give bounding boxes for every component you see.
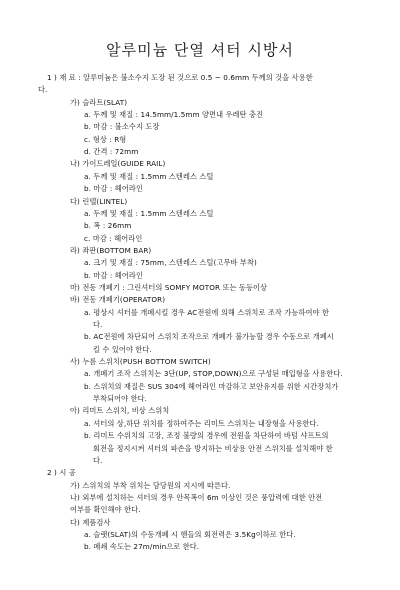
body-line: 라) 좌판(BOTTOM BAR) bbox=[70, 245, 152, 255]
body-line: 2 ) 시 공 bbox=[47, 468, 76, 478]
body-line: a. 두께 및 재질 : 1.5mm 스텐레스 스틸 bbox=[84, 208, 214, 218]
body-line: a. 개폐기 조작 스위치는 3단(UP, STOP,DOWN)으로 구성된 매입형을 사용한다. bbox=[84, 369, 343, 379]
body-line: a. 두께 및 재질 : 14.5mm/1.5mm 양면내 우레탄 충진 bbox=[84, 110, 264, 119]
body-line: a. 평상시 셔터를 개폐시킬 경우 AC전원에 의해 스위치로 조작 가능하여야 한 bbox=[84, 307, 329, 317]
body-line: 아) 리미트 스위치, 비상 스위치 bbox=[70, 406, 170, 416]
body-line: 가) 스위치의 부착 위치는 담당원의 지시에 따른다. bbox=[70, 480, 231, 490]
body-line: d. 간격 : 72mm bbox=[84, 147, 139, 157]
body-line: 다. bbox=[93, 455, 103, 465]
body-line: b. 폭 : 26mm bbox=[84, 221, 132, 231]
body-line: b. 리미트 수위치의 고장, 조정 불량의 경우에 전원을 차단하여 바텀 샤프트의 bbox=[84, 431, 329, 441]
body-line: 나) 가이드레일(GUIDE RAIL) bbox=[70, 159, 166, 169]
body-line: 다. bbox=[38, 85, 48, 95]
body-line: a. 셔터의 상,하단 위치를 정하여주는 리미트 스위치는 내장형을 사용한다. bbox=[84, 418, 319, 428]
body-line: 부착되어야 한다. bbox=[93, 394, 148, 404]
body-line: b. 마감 : 불소수지 도장 bbox=[84, 122, 160, 132]
body-line: b. 마감 : 헤어라인 bbox=[84, 184, 143, 194]
body-line: b. 마감 : 헤어라인 bbox=[84, 270, 143, 280]
body-line: a. 슬랫(SLAT)의 수동개폐 시 핸들의 회전력은 3.5Kg이하로 한다. bbox=[84, 530, 296, 539]
body-line: 사) 누름 스위치(PUSH BOTTOM SWITCH) bbox=[70, 357, 211, 367]
body-line: a. 크기 및 재질 : 75mm, 스텐레스 스틸(고무바 부착) bbox=[84, 258, 257, 268]
body-line: 마) 전동 개폐기 : 그린셔터의 SOMFY MOTOR 또는 동등이상 bbox=[70, 282, 268, 292]
body-line: 다) 제품검사 bbox=[70, 517, 111, 527]
body-line: 바) 전동 개폐기(OPERATOR) bbox=[70, 295, 166, 305]
body-line: a. 두께 및 재질 : 1.5mm 스텐레스 스틸 bbox=[84, 171, 214, 181]
body-line: b. AC전원에 차단되어 스위치 조작으로 개폐가 불가능할 경우 수동으로 개폐시 bbox=[84, 332, 334, 342]
body-line: 다. bbox=[93, 320, 103, 329]
body-line: c. 형상 : R형 bbox=[84, 134, 127, 144]
body-line: 나) 외부에 설치하는 셔터의 경우 안목폭이 6m 이상인 것은 풍압력에 대한 안전 bbox=[70, 492, 323, 502]
document-title: 알루미늄 단열 셔터 시방서 bbox=[106, 41, 294, 59]
body-line: b. 스위치의 재질은 SUS 304에 헤어라인 마감하고 보안유지를 위한 시간장치가 bbox=[84, 381, 339, 391]
body-line: 회전을 정지시켜 셔터의 파손을 방지하는 비상용 안전 스위치를 설치해야 한 bbox=[93, 443, 333, 453]
body-line: 여부를 확인해야 한다. bbox=[70, 505, 141, 515]
body-line: 가) 슬라트(SLAT) bbox=[70, 97, 128, 107]
body-line: 다) 린텔(LINTEL) bbox=[70, 196, 128, 206]
body-line: b. 폐쇄 속도는 27m/min으로 한다. bbox=[84, 542, 200, 552]
body-line: 킬 수 있어야 한다. bbox=[93, 344, 152, 354]
body-line: c. 마감 : 헤어라인 bbox=[84, 233, 143, 243]
body-line: 1 ) 재 료 : 알루미늄은 불소수지 도장 된 것으로 0.5 ~ 0.6mm 두께의 것을 사용한 bbox=[47, 73, 313, 82]
